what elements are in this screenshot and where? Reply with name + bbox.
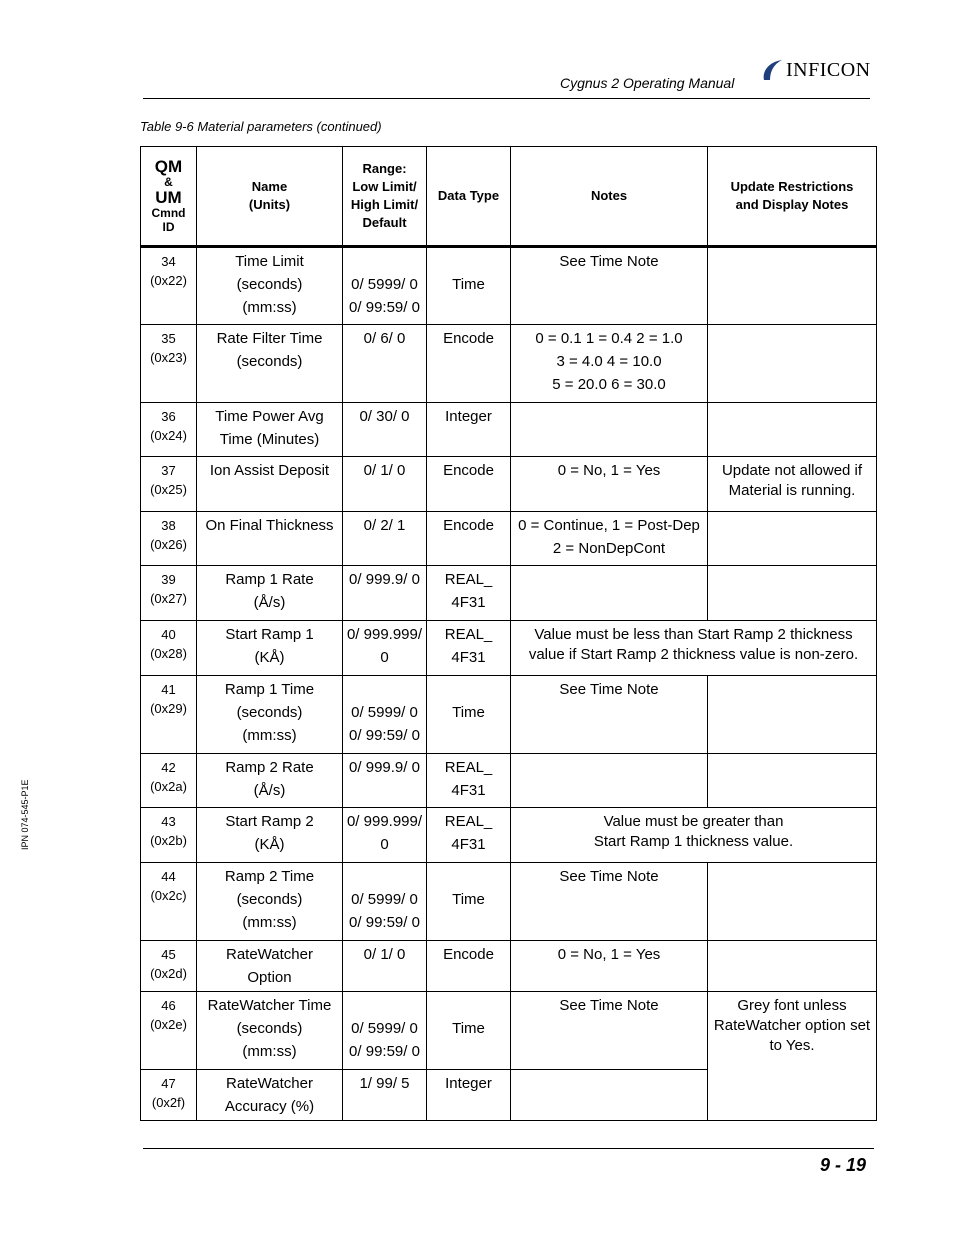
header-name — [197, 147, 343, 247]
header-range-line: Range: — [362, 161, 407, 176]
cmnd-id-line: 47 — [161, 1076, 176, 1091]
cell-data-type — [427, 566, 511, 621]
logo-text: INFICON — [786, 58, 871, 81]
cell-name — [197, 754, 343, 808]
side-document-code: IPN 074-545-P1E — [20, 779, 30, 850]
cell-notes — [511, 992, 708, 1070]
cell-data-type — [427, 512, 511, 566]
cell-update — [708, 863, 877, 941]
cell-name — [197, 325, 343, 403]
name-line: Rate Filter Time — [216, 330, 323, 347]
header-range-line: High Limit/ — [350, 197, 419, 212]
name-line: (Å/s) — [253, 782, 286, 799]
note-line: Value must be less than Start Ramp 2 thickness — [534, 626, 853, 643]
cell-notes — [511, 403, 708, 457]
cell-data-type — [427, 247, 511, 325]
cell-cmnd-id — [141, 621, 197, 676]
cell-update — [708, 992, 877, 1121]
cmnd-id-line: (0x2e) — [150, 1017, 187, 1032]
cell-cmnd-id — [141, 863, 197, 941]
cell-cmnd-id — [141, 512, 197, 566]
note-line: 0 = Continue, 1 = Post-Dep — [518, 517, 700, 534]
cell-range — [343, 247, 427, 325]
update-line: Material is running. — [728, 482, 856, 499]
range-line: 0/ 2/ 1 — [363, 517, 406, 534]
note-line: See Time Note — [559, 253, 659, 270]
cell-update — [708, 754, 877, 808]
note-line: See Time Note — [559, 868, 659, 885]
cmnd-id-line: 35 — [161, 331, 176, 346]
note-line: value if Start Ramp 2 thickness value is non-zero. — [528, 646, 859, 663]
cell-name — [197, 863, 343, 941]
range-line: 0 — [380, 649, 389, 666]
table-header-row — [141, 147, 877, 247]
cell-notes — [511, 863, 708, 941]
data-type-line: REAL_ — [444, 626, 493, 643]
data-type-line: 4F31 — [451, 836, 486, 853]
note-line: 0 = No, 1 = Yes — [557, 462, 661, 479]
name-line: On Final Thickness — [205, 517, 334, 534]
note-line: Start Ramp 1 thickness value. — [593, 833, 794, 850]
cmnd-id-line: 46 — [161, 998, 176, 1013]
table-row — [141, 403, 877, 457]
cell-range — [343, 566, 427, 621]
cell-cmnd-id — [141, 808, 197, 863]
range-line: 0/ 5999/ 0 — [351, 891, 418, 908]
cell-data-type — [427, 808, 511, 863]
cmnd-id-line: 37 — [161, 463, 176, 478]
header-cmnd-id — [141, 147, 197, 247]
cmnd-id-line: (0x25) — [150, 482, 187, 497]
cmnd-id-line: 42 — [161, 760, 176, 775]
cell-data-type — [427, 1070, 511, 1121]
cell-range — [343, 754, 427, 808]
note-line: See Time Note — [559, 681, 659, 698]
table-row — [141, 992, 877, 1070]
cell-name — [197, 512, 343, 566]
name-line: (seconds) — [236, 353, 303, 370]
cell-cmnd-id — [141, 457, 197, 512]
name-line: Time Power Avg — [215, 408, 324, 425]
header-cmnd: Cmnd — [151, 206, 186, 220]
table-row — [141, 621, 877, 676]
data-type-line: Encode — [443, 946, 494, 963]
cell-cmnd-id — [141, 403, 197, 457]
update-line: to Yes. — [769, 1037, 815, 1054]
name-line: Ramp 2 Time — [224, 868, 315, 885]
cell-update — [708, 566, 877, 621]
name-line: Accuracy (%) — [224, 1098, 315, 1115]
data-type-line: Encode — [443, 462, 494, 479]
update-line: Grey font unless — [737, 997, 847, 1014]
cell-name — [197, 992, 343, 1070]
name-line: Ramp 1 Time — [224, 681, 315, 698]
cmnd-id-line: (0x2f) — [151, 1095, 186, 1110]
data-type-line: Integer — [445, 1075, 492, 1092]
name-line: (KÅ) — [254, 836, 285, 853]
cell-cmnd-id — [141, 325, 197, 403]
cell-data-type — [427, 941, 511, 992]
cell-name — [197, 1070, 343, 1121]
range-line: 0/ 999.9/ 0 — [349, 571, 420, 588]
material-parameters-table — [140, 146, 877, 1121]
cell-range — [343, 992, 427, 1070]
data-type-line: Encode — [443, 517, 494, 534]
range-line: 0/ 5999/ 0 — [351, 276, 418, 293]
range-line: 0/ 999.999/ — [346, 626, 423, 643]
cell-range — [343, 621, 427, 676]
range-line: 0/ 1/ 0 — [363, 946, 406, 963]
cell-range — [343, 676, 427, 754]
cmnd-id-line: 36 — [161, 409, 176, 424]
data-type-line: Time — [452, 891, 485, 908]
cell-notes — [511, 566, 708, 621]
data-type-line: 4F31 — [451, 594, 486, 611]
update-line: Update not allowed if — [721, 462, 863, 479]
cmnd-id-line: (0x2b) — [150, 833, 187, 848]
name-line: (mm:ss) — [242, 299, 297, 316]
name-line: Ramp 1 Rate — [225, 571, 314, 588]
spacer — [343, 994, 426, 1017]
name-line: (seconds) — [236, 1020, 303, 1037]
cell-update — [708, 941, 877, 992]
note-line: See Time Note — [559, 997, 659, 1014]
range-line: 0/ 999.9/ 0 — [349, 759, 420, 776]
table-row — [141, 512, 877, 566]
cell-notes-spanning — [511, 808, 877, 863]
spacer — [427, 865, 510, 888]
range-line: 0/ 5999/ 0 — [351, 1020, 418, 1037]
header-update — [708, 147, 877, 247]
note-line: 0 = 0.1 1 = 0.4 2 = 1.0 — [535, 330, 683, 347]
cell-data-type — [427, 403, 511, 457]
cell-cmnd-id — [141, 247, 197, 325]
data-type-line: 4F31 — [451, 782, 486, 799]
cell-range — [343, 457, 427, 512]
cell-notes — [511, 941, 708, 992]
cmnd-id-line: (0x23) — [150, 350, 187, 365]
range-line: 0/ 30/ 0 — [359, 408, 410, 425]
cell-name — [197, 566, 343, 621]
header-data-type: Data Type — [427, 147, 511, 247]
update-line: RateWatcher option set — [713, 1017, 871, 1034]
table-row — [141, 863, 877, 941]
cell-update — [708, 325, 877, 403]
name-line: RateWatcher — [226, 1075, 313, 1092]
range-line: 0/ 99:59/ 0 — [349, 1043, 420, 1060]
table-row — [141, 325, 877, 403]
name-line: Ramp 2 Rate — [225, 759, 314, 776]
cmnd-id-line: (0x2a) — [150, 779, 187, 794]
table-row — [141, 754, 877, 808]
cmnd-id-line: 39 — [161, 572, 176, 587]
cell-range — [343, 941, 427, 992]
spacer — [343, 865, 426, 888]
cell-name — [197, 403, 343, 457]
spacer — [427, 994, 510, 1017]
note-line: Value must be greater than — [603, 813, 784, 830]
cell-notes — [511, 247, 708, 325]
header-range-line: Low Limit/ — [352, 179, 417, 194]
data-type-line: 4F31 — [451, 649, 486, 666]
cell-range — [343, 403, 427, 457]
header-qm: QM — [154, 157, 183, 176]
cell-notes — [511, 676, 708, 754]
name-line: (seconds) — [236, 276, 303, 293]
cell-range — [343, 325, 427, 403]
name-line: Time Limit — [235, 253, 304, 270]
header-notes: Notes — [511, 147, 708, 247]
cell-cmnd-id — [141, 754, 197, 808]
table-row — [141, 676, 877, 754]
cell-range — [343, 863, 427, 941]
name-line: Time (Minutes) — [219, 431, 320, 448]
cell-notes-spanning — [511, 621, 877, 676]
cell-data-type — [427, 676, 511, 754]
range-line: 0/ 999.999/ — [346, 813, 423, 830]
header-um: UM — [155, 188, 182, 207]
cell-update — [708, 512, 877, 566]
note-line: 5 = 20.0 6 = 30.0 — [552, 376, 666, 393]
range-line: 0/ 99:59/ 0 — [349, 914, 420, 931]
cell-data-type — [427, 457, 511, 512]
cmnd-id-line: (0x27) — [150, 591, 187, 606]
header-range — [343, 147, 427, 247]
data-type-line: Integer — [445, 408, 492, 425]
header-name-line: Name — [251, 179, 288, 194]
table-row — [141, 247, 877, 325]
header-amp: & — [164, 175, 173, 189]
table-row — [141, 941, 877, 992]
cell-name — [197, 247, 343, 325]
cmnd-id-line: (0x22) — [150, 273, 187, 288]
cmnd-id-line: (0x2d) — [150, 966, 187, 981]
cell-update — [708, 457, 877, 512]
name-line: (KÅ) — [254, 649, 285, 666]
cell-update — [708, 247, 877, 325]
cell-name — [197, 941, 343, 992]
data-type-line: REAL_ — [444, 759, 493, 776]
range-line: 0/ 99:59/ 0 — [349, 299, 420, 316]
cell-data-type — [427, 863, 511, 941]
cell-range — [343, 808, 427, 863]
cmnd-id-line: 34 — [161, 254, 176, 269]
page-number: 9 - 19 — [819, 1155, 866, 1175]
cell-notes — [511, 457, 708, 512]
cell-cmnd-id — [141, 992, 197, 1070]
cell-data-type — [427, 325, 511, 403]
name-line: Ion Assist Deposit — [209, 462, 330, 479]
cmnd-id-line: (0x29) — [150, 701, 187, 716]
cmnd-id-line: (0x28) — [150, 646, 187, 661]
header-rule — [143, 98, 870, 99]
cmnd-id-line: (0x2c) — [150, 888, 187, 903]
cell-cmnd-id — [141, 1070, 197, 1121]
data-type-line: Time — [452, 704, 485, 721]
cell-name — [197, 676, 343, 754]
range-line: 0/ 1/ 0 — [363, 462, 406, 479]
spacer — [427, 678, 510, 701]
name-line: Start Ramp 1 — [225, 626, 314, 643]
range-line: 0 — [380, 836, 389, 853]
cell-range — [343, 512, 427, 566]
range-line: 0/ 5999/ 0 — [351, 704, 418, 721]
data-type-line: REAL_ — [444, 571, 493, 588]
inficon-logo-icon — [760, 58, 786, 82]
name-line: (mm:ss) — [242, 914, 297, 931]
note-line: 0 = No, 1 = Yes — [557, 946, 661, 963]
header-update-line: Update Restrictions — [730, 179, 854, 194]
cell-cmnd-id — [141, 676, 197, 754]
header-update-line: and Display Notes — [735, 197, 849, 212]
manual-title: Cygnus 2 Operating Manual — [560, 75, 735, 91]
cmnd-id-line: (0x24) — [150, 428, 187, 443]
footer-rule — [143, 1148, 874, 1149]
name-line: (Å/s) — [253, 594, 286, 611]
cell-update — [708, 403, 877, 457]
name-line: RateWatcher — [226, 946, 313, 963]
cmnd-id-line: 44 — [161, 869, 176, 884]
note-line: 3 = 4.0 4 = 10.0 — [556, 353, 662, 370]
range-line: 1/ 99/ 5 — [359, 1075, 410, 1092]
table-row — [141, 566, 877, 621]
spacer — [343, 678, 426, 701]
cmnd-id-line: (0x26) — [150, 537, 187, 552]
range-line: 0/ 99:59/ 0 — [349, 727, 420, 744]
name-line: (mm:ss) — [242, 1043, 297, 1060]
table-row — [141, 808, 877, 863]
name-line: (mm:ss) — [242, 727, 297, 744]
note-line: 2 = NonDepCont — [552, 540, 666, 557]
cmnd-id-line: 45 — [161, 947, 176, 962]
table-row — [141, 457, 877, 512]
data-type-line: Encode — [443, 330, 494, 347]
header-range-line: Default — [362, 215, 407, 230]
cell-name — [197, 621, 343, 676]
data-type-line: Time — [452, 276, 485, 293]
data-type-line: REAL_ — [444, 813, 493, 830]
cmnd-id-line: 41 — [161, 682, 176, 697]
name-line: (seconds) — [236, 704, 303, 721]
header-id: ID — [162, 220, 175, 234]
name-line: Start Ramp 2 — [225, 813, 314, 830]
cell-notes — [511, 325, 708, 403]
cell-notes — [511, 754, 708, 808]
cmnd-id-line: 43 — [161, 814, 176, 829]
cell-data-type — [427, 754, 511, 808]
cell-cmnd-id — [141, 566, 197, 621]
table-caption: Table 9-6 Material parameters (continued) — [140, 119, 382, 134]
spacer — [427, 250, 510, 273]
header-name-units: (Units) — [248, 197, 291, 212]
cell-data-type — [427, 992, 511, 1070]
cell-range — [343, 1070, 427, 1121]
cell-name — [197, 808, 343, 863]
data-type-line: Time — [452, 1020, 485, 1037]
name-line: (seconds) — [236, 891, 303, 908]
name-line: Option — [247, 969, 292, 986]
name-line: RateWatcher Time — [207, 997, 332, 1014]
cell-name — [197, 457, 343, 512]
cmnd-id-line: 38 — [161, 518, 176, 533]
cell-notes — [511, 1070, 708, 1121]
cell-update — [708, 676, 877, 754]
cell-data-type — [427, 621, 511, 676]
inficon-logo — [760, 58, 871, 82]
cell-notes — [511, 512, 708, 566]
cmnd-id-line: 40 — [161, 627, 176, 642]
range-line: 0/ 6/ 0 — [363, 330, 406, 347]
cell-cmnd-id — [141, 941, 197, 992]
spacer — [343, 250, 426, 273]
